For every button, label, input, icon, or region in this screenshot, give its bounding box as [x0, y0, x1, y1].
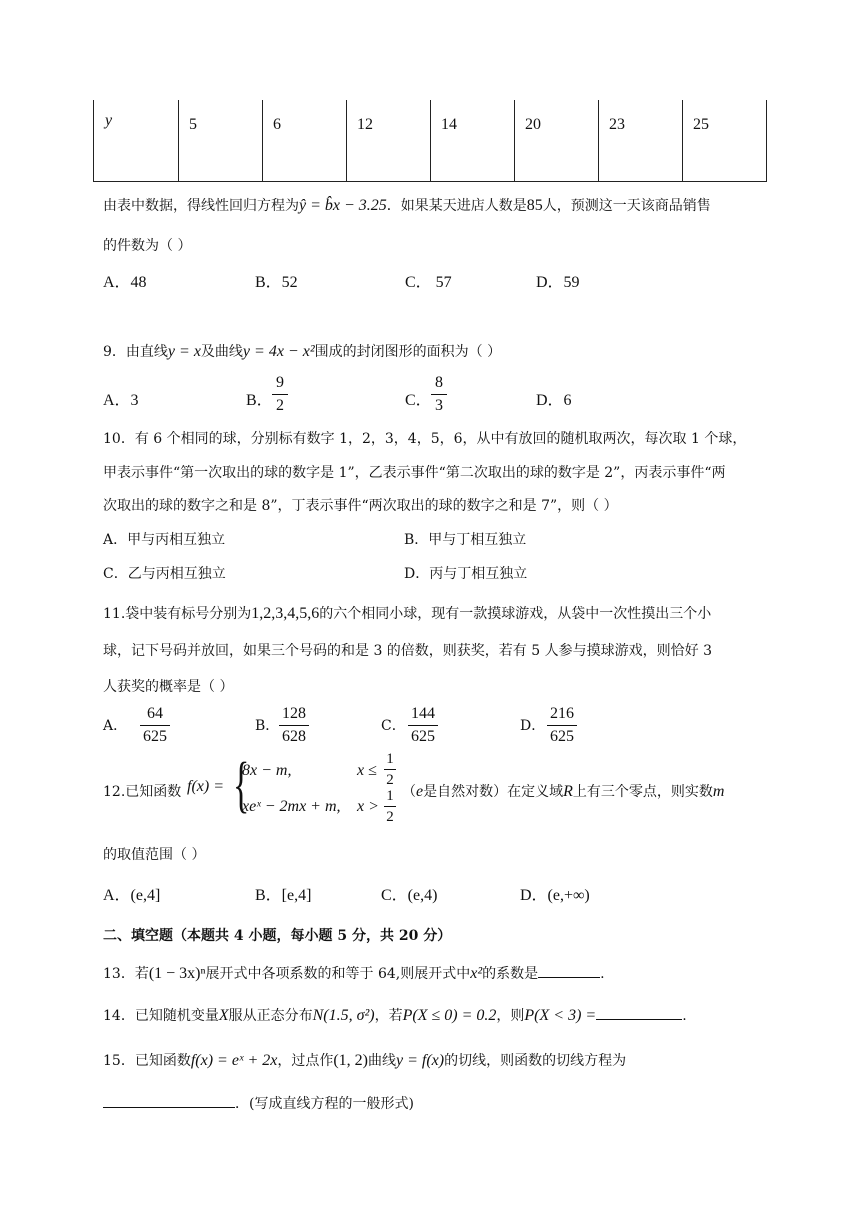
- answer-blank[interactable]: [596, 1019, 682, 1020]
- data-table: [93, 100, 767, 182]
- table-border: [178, 100, 179, 181]
- table-cell: 20: [525, 116, 541, 133]
- option-d: D．丙与丁相互独立: [404, 566, 528, 582]
- option-b: B．甲与丁相互独立: [404, 532, 527, 548]
- option-b: B．[e,4]: [255, 887, 312, 904]
- table-cell: 12: [357, 116, 373, 133]
- q11-line3: 人获奖的概率是（ ）: [103, 679, 234, 695]
- option-a: A．3: [103, 392, 139, 409]
- q10-line3: 次取出的球的数字之和是 8”，丁表示事件“两次取出的球的数字之和是 7”，则（ ）: [103, 498, 618, 514]
- option-d-fraction: 216 625: [547, 705, 577, 746]
- q12-suffix: （e是自然对数）在定义域R上有三个零点，则实数m: [402, 783, 725, 800]
- option-b-fraction: 9 2: [272, 374, 288, 415]
- option-b-label: B．: [255, 718, 280, 734]
- q8-line2: 的件数为（ ）: [103, 238, 192, 254]
- option-d: D．(e,+∞): [520, 887, 590, 904]
- option-a: A．甲与丙相互独立: [103, 532, 226, 548]
- option-d: D．59: [536, 274, 580, 291]
- option-b-fraction: 128 628: [279, 705, 309, 746]
- option-d: D．6: [536, 392, 572, 409]
- option-a-label: A．: [103, 718, 128, 734]
- table-border: [262, 100, 263, 181]
- option-a-fraction: 64 625: [140, 705, 170, 746]
- piecewise-brace: {: [233, 751, 250, 819]
- q15-stem: 15．已知函数f(x) = eˣ + 2x，过点作(1, 2)曲线y = f(x)的切线，则函数的切线方程为: [103, 1052, 627, 1069]
- table-cell: 6: [273, 116, 281, 133]
- option-c-label: C．: [405, 392, 432, 409]
- answer-blank[interactable]: [103, 1107, 235, 1108]
- q12-case2-cond: x >: [357, 798, 379, 815]
- option-c: C． 57: [405, 274, 452, 291]
- q11-line1: 11.袋中装有标号分别为1,2,3,4,5,6的六个相同小球，现有一款摸球游戏，从袋中一次性摸出三个小: [103, 605, 712, 622]
- q12-case1-expr: 8x − m,: [242, 762, 292, 779]
- q12-case1-cond: x ≤: [357, 762, 377, 779]
- table-border: [682, 100, 683, 181]
- q12-case2-half: 1 2: [384, 788, 396, 825]
- option-b: B．52: [255, 274, 298, 291]
- q8-line1: 由表中数据，得线性回归方程为ŷ = b̂x − 3.25．如果某天进店人数是85人，预测这一天该商品销售: [103, 197, 711, 214]
- q14-stem: 14．已知随机变量X服从正态分布N(1.5, σ²)，若P(X ≤ 0) = 0.2，则P(X < 3) = .: [103, 1007, 687, 1024]
- option-c-fraction: 144 625: [408, 705, 438, 746]
- q15-line2: ．(写成直线方程的一般形式): [103, 1093, 414, 1113]
- q10-line1: 10．有 6 个相同的球，分别标有数字 1，2，3，4，5，6，从中有放回的随机取两次，每次取 1 个球，: [103, 431, 747, 447]
- table-cell: 25: [693, 116, 709, 133]
- q9-stem: 9．由直线y = x及曲线y = 4x − x²围成的封闭图形的面积为（ ）: [103, 343, 502, 360]
- table-cell: 5: [189, 116, 197, 133]
- option-c: C．乙与丙相互独立: [103, 566, 226, 582]
- table-border: [598, 100, 599, 181]
- q11-line2: 球，记下号码并放回，如果三个号码的和是 3 的倍数，则获奖，若有 5 人参与摸球游戏，则恰好 3: [103, 643, 712, 659]
- regression-equation: ŷ = b̂x − 3.25: [299, 197, 387, 214]
- table-cell: 23: [609, 116, 625, 133]
- table-border: [766, 100, 767, 181]
- option-d-label: D．: [520, 718, 546, 734]
- q12-case2-expr: xeˣ − 2mx + m,: [242, 798, 341, 815]
- q12-case1-half: 1 2: [384, 751, 396, 788]
- q12-line2: 的取值范围（ ）: [103, 847, 206, 863]
- table-border: [93, 100, 94, 181]
- q12-function-name: f(x) =: [187, 778, 224, 795]
- q12-prefix: 12.已知函数: [103, 784, 182, 800]
- option-b-label: B．: [246, 392, 273, 409]
- section-heading: 二、填空题（本题共 4 小题，每小题 5 分，共 20 分）: [103, 928, 452, 944]
- table-border: [514, 100, 515, 181]
- option-a: A．(e,4]: [103, 887, 161, 904]
- q10-line2: 甲表示事件“第一次取出的球的数字是 1”，乙表示事件“第二次取出的球的数字是 2”，丙表示事件“两: [103, 465, 726, 481]
- q13-stem: 13．若(1 − 3x)ⁿ展开式中各项系数的和等于 64,则展开式中x²的系数是 .: [103, 965, 605, 982]
- option-a: A．48: [103, 274, 147, 291]
- option-c-label: C．: [381, 718, 406, 734]
- table-border: [430, 100, 431, 181]
- table-cell: 14: [441, 116, 457, 133]
- option-c-fraction: 8 3: [431, 374, 447, 415]
- table-row-label: y: [105, 112, 113, 129]
- answer-blank[interactable]: [538, 977, 600, 978]
- table-border: [346, 100, 347, 181]
- option-c: C．(e,4): [381, 887, 438, 904]
